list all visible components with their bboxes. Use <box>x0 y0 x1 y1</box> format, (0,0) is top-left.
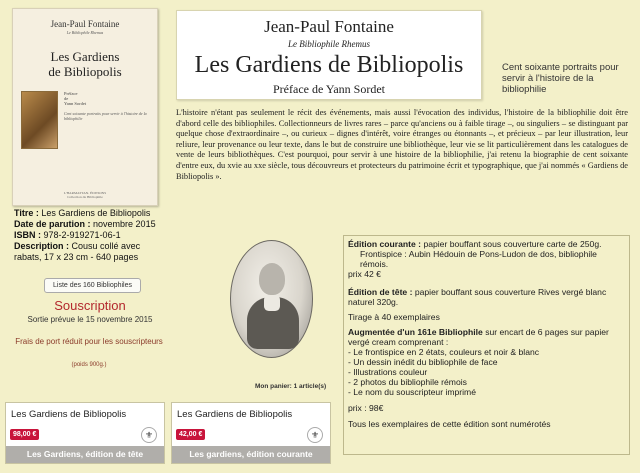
detail-titre <box>14 208 164 219</box>
frontispice-text: Frontispice : Aubin Hédouin de Pons-Ludon de dos, bibliophile rémois. <box>360 249 597 269</box>
tirage-text: Tirage à 40 exemplaires <box>348 312 440 322</box>
cover-subtitle: Cent soixante portraits pour servir à l'histoire de la bibliophilie <box>63 111 147 121</box>
titre-value: Les Gardiens de Bibliopolis <box>41 208 151 218</box>
detail-description <box>14 241 164 263</box>
title-banner <box>176 10 482 100</box>
price-badge: 98,00 € <box>10 429 39 440</box>
cover-side-text <box>64 91 149 149</box>
augmentee-label: Augmentée d'un 161e Bibliophile <box>348 327 483 337</box>
detail-date <box>14 219 164 230</box>
add-to-cart-button[interactable]: Les gardiens, édition courante <box>172 446 330 463</box>
cover-preface-name: Yann Sordet <box>63 101 87 106</box>
banner-title: Les Gardiens de Bibliopolis <box>194 52 464 78</box>
courante-label: Édition courante : <box>348 239 422 249</box>
numerotes-note: Tous les exemplaires de cette édition sont numérotés <box>348 419 551 429</box>
date-label: Date de parution : <box>14 219 91 229</box>
detail-isbn <box>14 230 164 241</box>
isbn-label: ISBN : <box>14 230 41 240</box>
titre-label: Titre : <box>14 208 39 218</box>
cover-preface-by: de <box>63 96 69 101</box>
edition-courante <box>348 239 625 249</box>
intro-paragraph: L'histoire n'étant pas seulement le récit des événements, mais aussi l'évocation des individus, l'histoire de la bibliophilie doit être d'abord celle des bibliophiles. Collectionneurs de livres rares – parce qu'anciens ou à faible tirage –, ou singuliers – se distinguant par quelque chose d'extraordinaire –, ou curieux – dignes d'intérêt, voire étranges ou étonnants –, et précieux – par leur illustration, leur reliure, leur provenance ou leur texte, dans le but de construire une bibliothèque, leur vie se lit particulièrement dans les catalogues de vente de leurs bibliothèques. C'est pourquoi, pour servir à une histoire de la bibliophilie, j'ai retenu la biographie de cent soixante d'entre eux, du xvie au xxe siècle, tous découvreurs et protecteurs du patrimoine écrit et typographique, que j'ai nommés « Gardiens de Bibliopolis ». <box>176 108 628 181</box>
souscription-heading: Souscription <box>54 298 126 313</box>
list-item: - 2 photos du bibliophile rémois <box>348 377 467 387</box>
tagline: Cent soixante portraits pour servir à l'histoire de la bibliophilie <box>502 62 619 95</box>
tete-text: papier bouffant sous couverture Rives vergé blanc naturel 320g. <box>348 287 607 307</box>
list-item: - Le frontispice en 2 états, couleurs et noir & blanc <box>348 347 540 357</box>
banner-imprint: Le Bibliophile Rhemus <box>288 39 370 49</box>
book-cover-image <box>12 8 158 206</box>
courante-text: papier bouffant sous couverture carte de 250g. <box>423 239 602 249</box>
cart-icon[interactable]: ⚜ <box>141 427 157 443</box>
portrait-head <box>259 263 285 295</box>
cover-body <box>13 91 157 149</box>
courante-price: prix 42 € <box>348 269 381 279</box>
cover-footer <box>13 191 157 199</box>
product-card-courante[interactable] <box>171 402 331 464</box>
list-item: - Un dessin inédit du bibliophile de face <box>348 357 498 367</box>
isbn-value: 978-2-919271-06-1 <box>43 230 121 240</box>
description-value: Cousu collé avec rabats, 17 x 23 cm - 640 pages <box>14 241 141 262</box>
date-value: novembre 2015 <box>93 219 156 229</box>
shipping-note: Frais de port réduit pour les souscripteurs <box>15 337 163 346</box>
cover-title-line2: de Bibliopolis <box>48 64 122 79</box>
banner-preface: Préface de Yann Sordet <box>273 82 385 96</box>
cover-illustration <box>21 91 58 149</box>
cart-summary[interactable]: Mon panier: 1 article(s) <box>255 383 327 390</box>
tete-label: Édition de tête : <box>348 287 413 297</box>
description-label: Description : <box>14 241 70 251</box>
banner-author: Jean-Paul Fontaine <box>264 17 394 36</box>
list-item: - Illustrations couleur <box>348 367 428 377</box>
cover-author: Jean-Paul Fontaine <box>50 19 120 29</box>
edition-tete <box>348 287 625 307</box>
weight-note: (poids 900g.) <box>71 362 107 368</box>
product-card-tete[interactable] <box>5 402 165 464</box>
price-badge: 42,00 € <box>176 429 205 440</box>
release-date: Sortie prévue le 15 novembre 2015 <box>27 315 153 324</box>
cover-imprint: Le Bibliophile Rhemus <box>66 30 104 35</box>
cover-title <box>13 49 157 79</box>
tete-price: prix : 98€ <box>348 403 384 413</box>
cover-footer-collection: Collection du Bibliophile <box>67 195 103 199</box>
cart-icon[interactable]: ⚜ <box>307 427 323 443</box>
cover-title-line1: Les Gardiens <box>50 49 120 64</box>
cover-preface-label: Préface <box>63 91 78 96</box>
bibliophile-portrait-image <box>230 240 313 358</box>
cover-footer-publisher: L'HARMATTAN. ÉDITIONS <box>63 191 107 195</box>
portrait-collar <box>264 295 280 311</box>
augmentee <box>348 327 625 347</box>
list-item: - Le nom du souscripteur imprimé <box>348 387 476 397</box>
book-details <box>14 208 164 263</box>
augmentee-text: sur encart de 6 pages sur papier vergé cream comprenant : <box>348 327 609 347</box>
editions-panel <box>343 235 630 455</box>
product-title[interactable]: Les Gardiens de Bibliopolis <box>11 409 127 420</box>
bibliophiles-list-button[interactable]: Liste des 160 Bibliophiles <box>44 278 141 293</box>
product-title[interactable]: Les Gardiens de Bibliopolis <box>177 409 293 420</box>
add-to-cart-button[interactable]: Les Gardiens, édition de tête <box>6 446 164 463</box>
